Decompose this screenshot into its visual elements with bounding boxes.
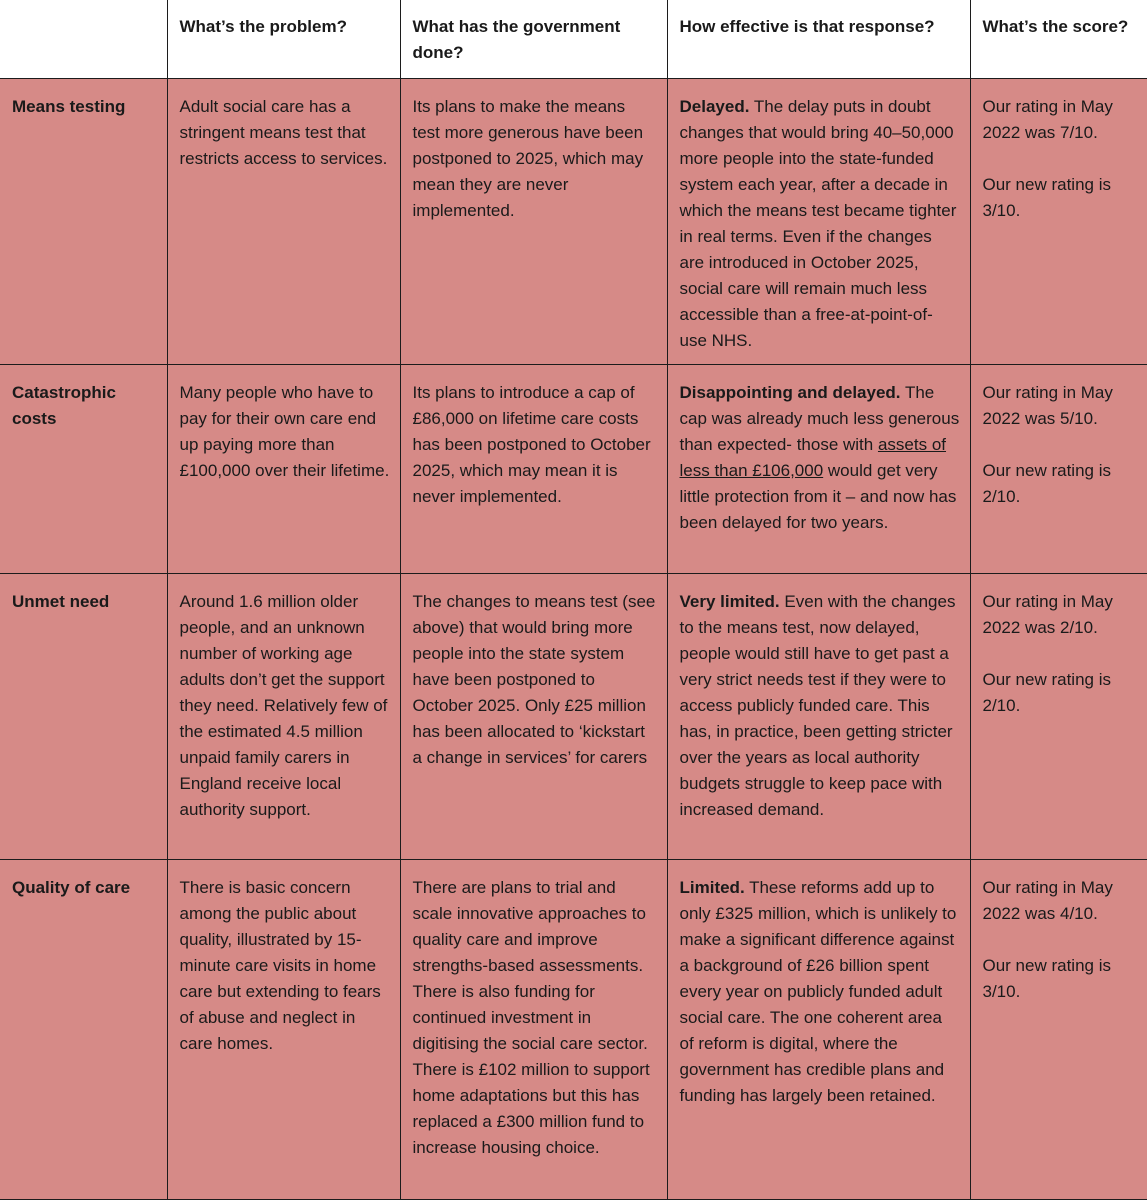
row-problem: Adult social care has a stringent means test that restricts access to services. — [167, 78, 400, 364]
row-government: Its plans to introduce a cap of £86,000 on lifetime care costs has been postponed to October 2025, which may mean it is never implemented. — [400, 364, 667, 573]
score-old: Our rating in May 2022 was 5/10. — [982, 382, 1113, 428]
header-government: What has the government done? — [400, 0, 667, 78]
row-effectiveness — [667, 573, 970, 859]
row-effectiveness — [667, 859, 970, 1199]
table-row — [0, 364, 1147, 573]
table-row — [0, 78, 1147, 364]
score-old: Our rating in May 2022 was 2/10. — [982, 591, 1113, 637]
row-effectiveness — [667, 364, 970, 573]
score-new: Our new rating is 3/10. — [982, 955, 1111, 1001]
effect-text: Even with the changes to the means test, now delayed, people would still have to get past a very strict needs test if they were to access publicly funded care. This has, in practice, been getting stricter over the years as local authority budgets struggle to keep pace with increased demand. — [679, 591, 956, 819]
effect-lead: Disappointing and delayed. — [679, 382, 901, 402]
table-row — [0, 573, 1147, 859]
row-problem: Around 1.6 million older people, and an unknown number of working age adults don’t get the support they need. Relatively few of the estimated 4.5 million unpaid family carers in England receive local authority support. — [167, 573, 400, 859]
row-score — [970, 364, 1147, 573]
effect-text: The delay puts in doubt changes that would bring 40–50,000 more people into the state-funded system each year, after a decade in which the means test became tighter in real terms. Even if the changes are introduced in October 2025, social care will remain much less accessible than a free-at-point-of-use NHS. — [679, 96, 957, 350]
row-score — [970, 78, 1147, 364]
row-topic: Unmet need — [0, 573, 167, 859]
header-row — [0, 0, 1147, 78]
assets-link[interactable]: assets of less than £106,000 — [679, 434, 947, 480]
row-effectiveness — [667, 78, 970, 364]
effect-text: The cap was already much less generous than expected- those with — [679, 382, 960, 454]
row-score — [970, 859, 1147, 1199]
score-old: Our rating in May 2022 was 7/10. — [982, 96, 1113, 142]
row-government: There are plans to trial and scale innovative approaches to quality care and improve strengths-based assessments. There is also funding for continued investment in digitising the social care sector. There is £102 million to support home adaptations but this has replaced a £300 million fund to increase housing choice. — [400, 859, 667, 1199]
row-topic: Quality of care — [0, 859, 167, 1199]
row-problem: Many people who have to pay for their own care end up paying more than £100,000 over their lifetime. — [167, 364, 400, 573]
row-government: Its plans to make the means test more generous have been postponed to 2025, which may mean they are never implemented. — [400, 78, 667, 364]
score-new: Our new rating is 3/10. — [982, 174, 1111, 220]
row-topic: Means testing — [0, 78, 167, 364]
header-topic — [0, 0, 167, 78]
header-score: What’s the score? — [970, 0, 1147, 78]
effect-text: These reforms add up to only £325 million, which is unlikely to make a significant difference against a background of £26 billion spent every year on publicly funded adult social care. The one coherent area of reform is digital, where the government has credible plans and funding has largely been retained. — [679, 877, 957, 1105]
row-government: The changes to means test (see above) that would bring more people into the state system have been postponed to October 2025. Only £25 million has been allocated to ‘kickstart a change in services’ for carers — [400, 573, 667, 859]
table-row — [0, 859, 1147, 1199]
score-new: Our new rating is 2/10. — [982, 669, 1111, 715]
header-problem: What’s the problem? — [167, 0, 400, 78]
score-new: Our new rating is 2/10. — [982, 460, 1111, 506]
effect-lead: Very limited. — [679, 591, 780, 611]
row-score — [970, 573, 1147, 859]
row-problem: There is basic concern among the public about quality, illustrated by 15-minute care visits in home care but extending to fears of abuse and neglect in care homes. — [167, 859, 400, 1199]
effect-text: would get very little protection from it – and now has been delayed for two years. — [679, 460, 957, 532]
effect-lead: Limited. — [679, 877, 745, 897]
effect-lead: Delayed. — [679, 96, 750, 116]
header-effectiveness: How effective is that response? — [667, 0, 970, 78]
row-topic: Catastrophic costs — [0, 364, 167, 573]
score-old: Our rating in May 2022 was 4/10. — [982, 877, 1113, 923]
